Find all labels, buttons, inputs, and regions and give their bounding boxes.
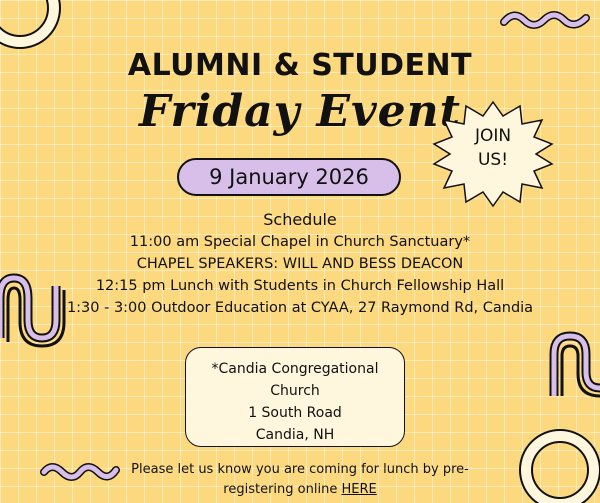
wave-loops-decoration-right — [548, 328, 600, 400]
join-us-badge-text — [428, 124, 558, 172]
address-card — [185, 347, 405, 447]
register-here-link[interactable]: HERE — [341, 482, 377, 497]
badge-line-2: US! — [477, 150, 509, 170]
event-date-pill: 9 January 2026 — [177, 158, 401, 196]
squiggle-decoration-bottom-left — [40, 460, 120, 484]
schedule-line: 12:15 pm Lunch with Students in Church Fellowship Hall — [95, 278, 505, 294]
ring-decoration-bottom-right — [505, 410, 600, 503]
schedule-line: 11:00 am Special Chapel in Church Sanctuary* — [129, 234, 471, 250]
schedule-line: CHAPEL SPEAKERS: WILL AND BESS DEACON — [136, 256, 464, 272]
event-title: ALUMNI & STUDENT — [127, 48, 473, 83]
footer-note — [110, 460, 490, 500]
event-subtitle: Friday Event — [139, 86, 461, 137]
footer-text: Please let us know you are coming for lunch by pre-registering online — [131, 462, 469, 497]
schedule-section — [0, 209, 600, 319]
address-line-street: 1 South Road — [248, 405, 342, 421]
squiggle-decoration-top-right — [500, 8, 592, 32]
address-line-city: Candia, NH — [255, 427, 335, 443]
schedule-heading: Schedule — [263, 210, 337, 229]
schedule-line: 1:30 - 3:00 Outdoor Education at CYAA, 27 Raymond Rd, Candia — [66, 300, 534, 316]
badge-line-1: JOIN — [474, 126, 512, 146]
address-line-church: *Candia Congregational Church — [211, 361, 379, 399]
